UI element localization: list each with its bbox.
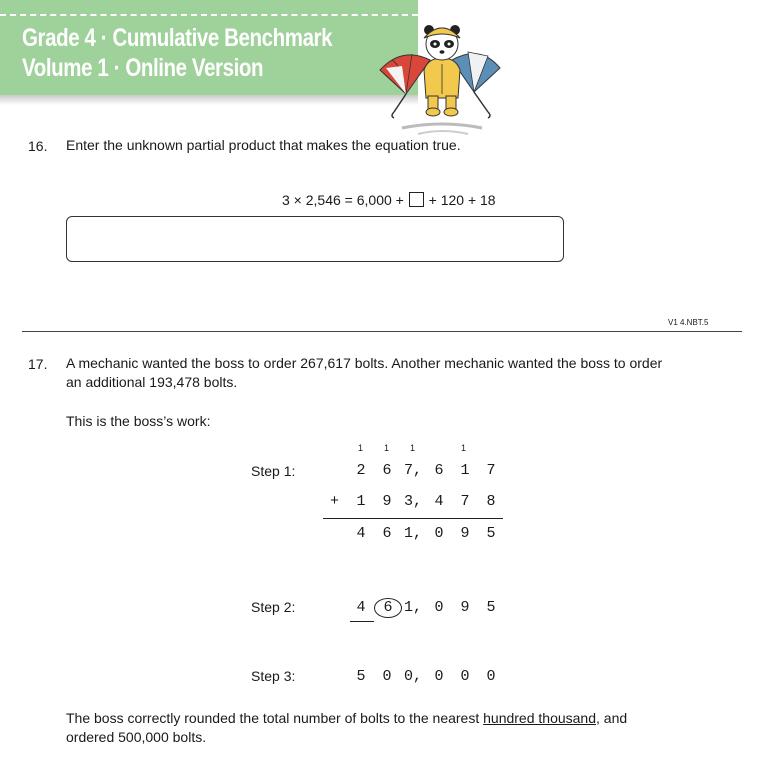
header-banner <box>0 0 418 95</box>
digit: 0, <box>403 668 422 685</box>
digit: 2 <box>356 462 366 479</box>
equation-left: 3 × 2,546 = 6,000 + <box>282 192 404 208</box>
digit: 0 <box>434 599 444 616</box>
panda-umbrella-illustration <box>372 8 512 136</box>
banner-title-line2: Volume 1 · Online Version <box>22 54 264 82</box>
unknown-box <box>409 192 424 207</box>
carry-digit: 1 <box>410 443 416 453</box>
sum-row <box>348 525 504 542</box>
digit: 5 <box>486 525 496 542</box>
step2-row <box>348 598 504 618</box>
step1-label: Step 1: <box>251 463 296 479</box>
red-umbrella-icon <box>380 54 430 118</box>
banner-title-line1: Grade 4 · Cumulative Benchmark <box>22 24 333 52</box>
step3-label: Step 3: <box>251 668 296 684</box>
digit: 4 <box>434 493 444 510</box>
panda-icon <box>424 25 460 116</box>
banner-shadow <box>0 95 418 105</box>
step3-row <box>348 668 504 685</box>
digit: 6 <box>382 462 392 479</box>
digit: 5 <box>486 599 496 616</box>
digit: 8 <box>486 493 496 510</box>
digit: 1, <box>403 599 422 616</box>
digit: 0 <box>434 525 444 542</box>
digit: 1 <box>460 462 470 479</box>
digit: 9 <box>382 493 392 510</box>
conclusion-text: The boss correctly rounded the total number of bolts to the nearest <box>66 710 484 726</box>
carry-digit: 1 <box>461 443 467 453</box>
work-intro: This is the boss’s work: <box>66 413 211 429</box>
digit: 5 <box>356 668 366 685</box>
question-17-prompt-line2: an additional 193,478 bolts. <box>66 374 238 390</box>
conclusion-line1 <box>66 709 627 728</box>
digit: 0 <box>460 668 470 685</box>
digit: 3, <box>403 493 422 510</box>
digit: 4 <box>356 525 366 542</box>
equation <box>282 192 496 208</box>
digit: 1, <box>403 525 422 542</box>
plus-sign: + <box>330 493 340 510</box>
question-17-number: 17. <box>28 356 48 372</box>
digit: 0 <box>382 668 392 685</box>
question-16-prompt: Enter the unknown partial product that makes the equation true. <box>66 137 461 153</box>
standard-code: V1 4.NBT.5 <box>668 318 709 327</box>
carry-digit: 1 <box>384 443 390 453</box>
sum-line <box>323 518 503 519</box>
step2-label: Step 2: <box>251 599 296 615</box>
digit: 0 <box>434 668 444 685</box>
underlined-term: hundred thousand <box>483 710 596 726</box>
carry-digit: 1 <box>358 443 364 453</box>
banner-dashed-line <box>0 14 418 16</box>
question-17-prompt-line1: A mechanic wanted the boss to order 267,617 bolts. Another mechanic wanted the boss to order <box>66 355 663 371</box>
conclusion-text: , and <box>596 710 628 726</box>
digit: 0 <box>486 668 496 685</box>
underline-mark <box>350 621 374 622</box>
conclusion-line2: ordered 500,000 bolts. <box>66 729 207 745</box>
digit: 7, <box>403 462 422 479</box>
question-16-number: 16. <box>28 138 48 154</box>
digit: 6 <box>382 525 392 542</box>
digit: 7 <box>486 462 496 479</box>
circled-digit: 6 <box>374 598 402 618</box>
addend1-row <box>348 462 504 479</box>
addend2-row <box>348 493 504 510</box>
digit: 9 <box>460 525 470 542</box>
section-divider <box>22 331 742 332</box>
equation-right: + 120 + 18 <box>428 192 496 208</box>
digit: 9 <box>460 599 470 616</box>
digit: 1 <box>356 493 366 510</box>
digit: 4 <box>356 599 366 616</box>
digit: 7 <box>460 493 470 510</box>
answer-input[interactable] <box>66 216 564 262</box>
digit: 6 <box>434 462 444 479</box>
